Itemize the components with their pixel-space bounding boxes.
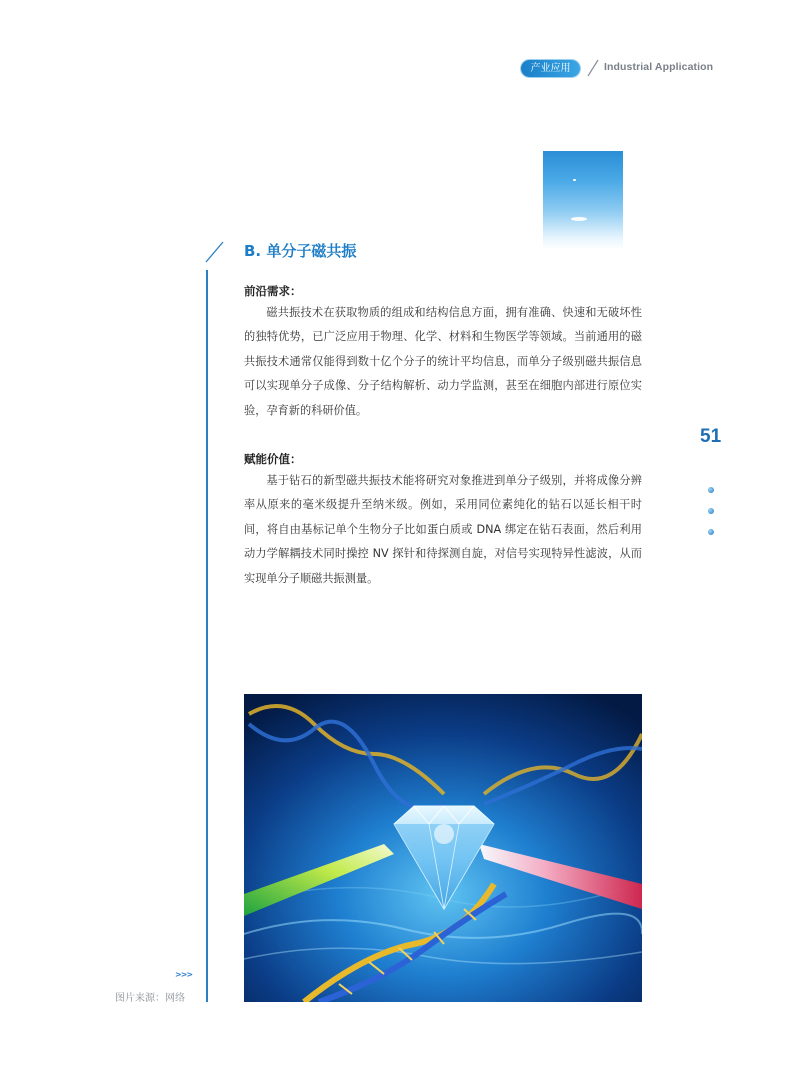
page-number: 51 [700, 426, 722, 447]
slash-accent-icon [203, 240, 225, 264]
section-english-title: Industrial Application [604, 61, 714, 73]
decorative-gradient-box [543, 151, 623, 250]
diamond-dna-illustration [244, 694, 642, 1002]
vertical-accent-line [206, 270, 208, 1002]
block-text-value: 基于钻石的新型磁共振技术能将研究对象推进到单分子级别，并将成像分辨率从原来的毫米级提升至纳米级。例如，采用同位素纯化的钻石以延长相干时间，将自由基标记单个生物分子比如蛋白质或 DNA 绑定在钻石表面，然后利用动力学解耦技术同时操控 NV 探针和待探测自旋，对信号实现特异性滤波，从而实现单分子顺磁共振测量。 [244, 474, 642, 585]
section-pill: 产业应用 [521, 60, 580, 77]
slash-divider-icon [586, 57, 600, 79]
decorative-dot [708, 529, 714, 535]
block-text-frontier-demand: 磁共振技术在获取物质的组成和结构信息方面，拥有准确、快速和无破坏性的独特优势，已广泛应用于物理、化学、材料和生物医学等领域。当前通用的磁共振技术通常仅能得到数十亿个分子的统计平均信息，而单分子级别磁共振信息可以实现单分子成像、分子结构解析、动力学监测，甚至在细胞内部进行原位实验，孕育新的科研价值。 [244, 306, 642, 417]
caption-arrows: >>> [175, 970, 193, 979]
decorative-dot [573, 179, 576, 181]
section-title: B. 单分子磁共振 [244, 242, 357, 260]
block-label-value: 赋能价值： [244, 452, 302, 466]
decorative-dot [708, 487, 714, 493]
block-label-frontier-demand: 前沿需求： [244, 284, 302, 298]
decorative-dot [571, 217, 587, 221]
image-source-caption: 图片来源：网络 [115, 993, 185, 1004]
decorative-dot [708, 508, 714, 514]
